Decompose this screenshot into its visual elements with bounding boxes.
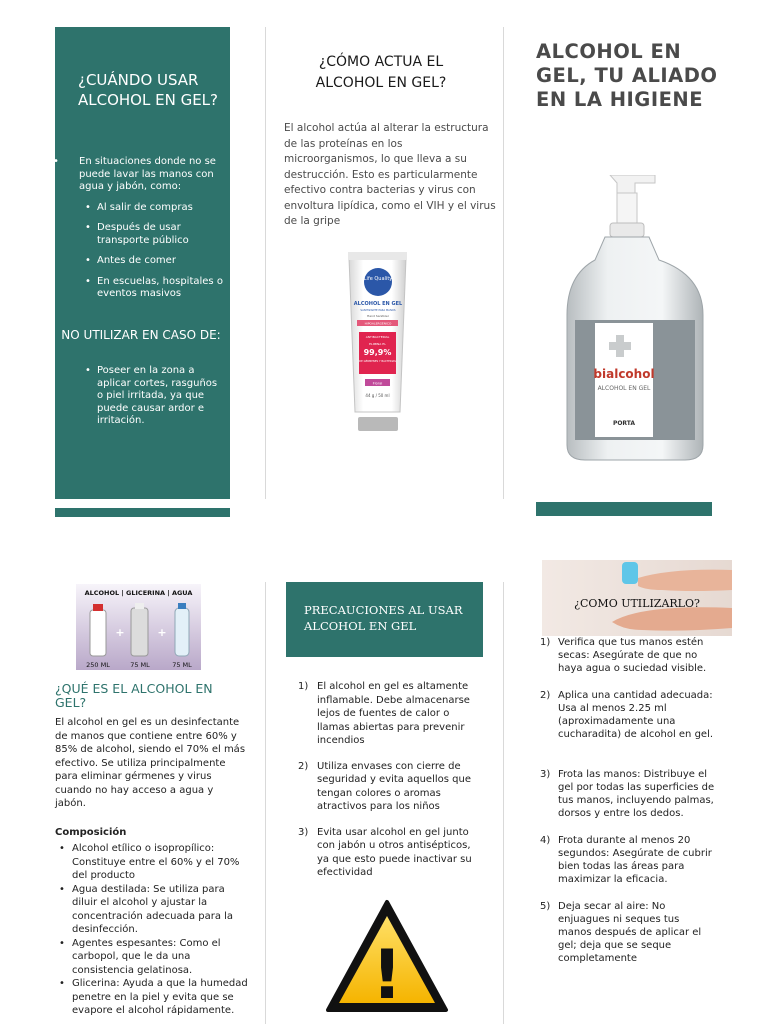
tube-claim-title: ANTIBACTERIAL [365,335,390,339]
how-it-acts-title: ¿CÓMO ACTUA EL ALCOHOL EN GEL? [315,54,447,91]
precautions-list [298,680,480,892]
list-item: • Agua destilada: Se utiliza para diluir el alcohol y ajustar la concentración adecuada para la desinfección. [55,883,250,937]
list-item [540,636,715,675]
list-number: 3) [298,826,309,838]
list-item [540,689,715,741]
list-item [298,680,480,748]
when-to-use-title: ¿CUÁNDO USAR ALCOHOL EN GEL? [78,71,218,109]
panel-divider [265,27,266,499]
when-to-use-list [63,156,223,301]
list-text: Deja secar al aire: No enjuagues ni seques tus manos después de aplicar el gel; deja que se seque completamente [558,901,702,964]
pump-nozzle [610,175,655,193]
no-use-list [63,365,223,428]
tube-badge: HIPOALERGÉNICO [364,321,392,326]
tube-cap [358,417,398,431]
brand-logo [364,268,392,296]
accent-bar [536,502,712,516]
tube-brand: Life Quality [363,276,393,282]
list-text: Frota las manos: Distribuye el gel por todas las superficies de tus manos, incluyendo palmas, dorsos y entre los dedos. [558,769,715,819]
list-text: Evita usar alcohol en gel junto con jabón u otros antisépticos, ya que esto puede inactivar su efectividad [317,826,472,878]
accent-bar [55,508,230,517]
how-to-use-list [540,636,715,965]
when-to-use-intro: • En situaciones donde no se puede lavar las manos con agua y jabón, como: [63,156,223,194]
pump-collar [610,223,644,237]
bottle-maker: PORTA [612,420,636,427]
list-number: 2) [298,760,309,772]
how-to-use-title: ¿COMO UTILIZARLO? [574,597,700,610]
how-it-acts-text: El alcohol actúa al alterar la estructura de las proteínas en los microorganismos, lo que lleva a su destrucción. Esto es particularmente efectivo contra bacterias y virus con envoltura lipídica, como el VIH y el virus de la gripe [284,122,496,227]
qty-label: 250 ML [86,661,110,669]
qty-label: 75 ML [130,661,150,669]
water-bottle-icon [175,608,189,656]
list-item [540,900,715,965]
plus-icon: + [115,626,125,639]
gel-bottle-icon [622,562,638,584]
alcohol-bottle-icon [90,610,106,656]
list-number: 1) [298,681,309,692]
list-item: • Al salir de compras [63,202,223,215]
tube-claim-pre: ELIMINA EL [369,342,386,346]
list-text: Aplica una cantidad adecuada: Usa al menos 2.25 ml (aproximadamente una cucharadita) de alcohol en gel. [558,690,714,740]
tube-line: Hand Sanitizer [367,314,389,318]
list-item [540,834,715,886]
tube-product: ALCOHOL EN GEL [353,301,403,307]
list-text: El alcohol en gel es altamente inflamable. Debe almacenarse lejos de fuentes de calor o llamas abiertas para prevenir incendios [317,681,470,746]
precautions-title: PRECAUCIONES AL USAR ALCOHOL EN GEL [304,603,463,633]
composition-list [55,842,250,1018]
panel-divider [265,582,266,1024]
gel-bottle-image [555,175,715,465]
ingredients-image [76,584,201,670]
list-item: • Glicerina: Ayuda a que la humedad penetre en la piel y evita que se evapore el alcohol rápidamente. [55,977,250,1018]
list-text: Frota durante al menos 20 segundos: Asegúrate de cubrir bien todas las áreas para maximizar la eficacia. [558,835,712,885]
warning-symbol: ! [371,936,403,1015]
bottle-brand: bialcohol [593,367,655,381]
cover-title: ALCOHOL EN GEL, TU ALIADO EN LA HIGIENE [536,40,718,111]
list-text: Utiliza envases con cierre de seguridad y evita aquellos que tengan colores o aromas atractivos para los niños [317,760,471,812]
cross-icon [609,342,631,350]
what-is-title: ¿QUÉ ES EL ALCOHOL EN GEL? [55,681,213,710]
list-item: • Poseer en la zona a aplicar cortes, rasguños o piel irritada, ya que puede causar ardor e irritación. [63,365,223,428]
warning-icon [324,898,450,1016]
gel-tube-image [345,252,410,432]
list-text: Verifica que tus manos estén secas: Asegúrate de que no haya agua o suciedad visible. [558,637,707,674]
ingredients-header: ALCOHOL | GLICERINA | AGUA [84,589,193,597]
composition-title: Composición [55,827,127,838]
what-is-text: El alcohol en gel es un desinfectante de manos que contiene entre 60% y 85% de alcohol, siendo el 70% el más efectivo. Se utiliza principalmente para eliminar gérmenes y virus cuando no hay acceso a agua y jabón. [55,717,246,809]
list-number: 1) [540,637,551,648]
plus-icon: + [157,626,167,639]
list-item: • Después de usar transporte público [63,222,223,247]
panel-divider [503,582,504,1024]
pump-stem [617,193,637,223]
tube-subtitle: SANITIZANTE PARA MANOS [360,309,396,312]
list-number: 4) [540,835,551,846]
list-item [298,760,480,814]
list-number: 5) [540,901,551,912]
when-to-use-panel [55,27,230,499]
no-use-title: NO UTILIZAR EN CASO DE: [61,328,221,342]
qty-label: 75 ML [172,661,192,669]
list-item: • Alcohol etílico o isopropílico: Constituye entre el 60% y el 70% del producto [55,842,250,883]
tube-claim-post: DE GÉRMENES Y BACTERIAS [359,360,396,363]
precautions-header [286,582,483,657]
tube-net-content: 44 g / 50 ml [365,393,390,398]
list-item [540,768,715,820]
tube-claim-pct: 99,9% [363,348,392,357]
list-item: • Antes de comer [63,255,223,268]
list-number: 2) [540,690,551,701]
list-item: • Agentes espesantes: Como el carbopol, que le da una consistencia gelatinosa. [55,937,250,978]
list-item: • En escuelas, hospitales o eventos masivos [63,276,223,301]
panel-divider [503,27,504,499]
list-item [298,826,480,880]
list-number: 3) [540,769,551,780]
tube-scent: Floral [372,381,383,386]
bottle-product: ALCOHOL EN GEL [597,385,651,392]
glycerin-bottle-icon [131,608,148,656]
